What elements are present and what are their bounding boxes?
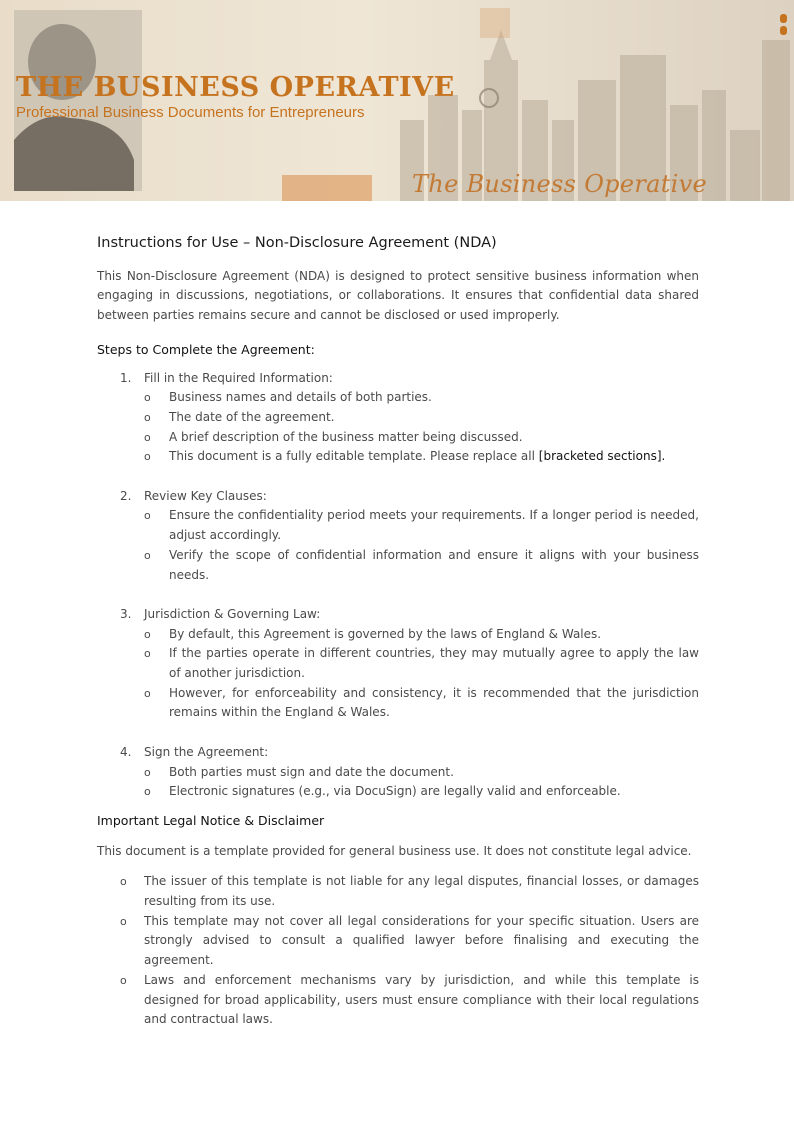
step-sublist (144, 763, 699, 802)
notice-intro: This document is a template provided for general business use. It does not constitute legal advice. (97, 843, 692, 858)
step-number: 2. (120, 488, 132, 503)
step-title: Sign the Agreement: (144, 744, 269, 759)
sub-item-text: By default, this Agreement is governed by the laws of England & Wales. (169, 626, 602, 641)
step-title: Review Key Clauses: (144, 488, 267, 503)
bullet-icon: o (144, 391, 151, 405)
step-item (97, 369, 699, 468)
steps-heading: Steps to Complete the Agreement: (97, 341, 315, 357)
sub-list-item (144, 782, 699, 802)
steps-list (97, 369, 699, 802)
bullet-icon: o (144, 686, 151, 700)
notice-item-text: This template may not cover all legal considerations for your specific situation. Users are strongly advised to consult a qualified lawyer before finalising and executing the agreement. (144, 913, 699, 968)
bracketed-sections-highlight: [bracketed sections]. (538, 449, 666, 464)
notice-item-text: The issuer of this template is not liable for any legal disputes, financial losses, or damages resulting from its use. (144, 874, 699, 909)
sub-item-text: This document is a fully editable template. Please replace all (169, 449, 539, 464)
bullet-icon: o (144, 548, 151, 562)
sub-list-item (144, 684, 699, 723)
step-number: 3. (120, 606, 132, 621)
bullet-icon: o (120, 875, 127, 889)
sub-list-item (144, 546, 699, 585)
step-sublist (144, 625, 699, 724)
notice-list (97, 872, 699, 1030)
bullet-icon: o (144, 410, 151, 424)
sub-item-text: The date of the agreement. (169, 409, 335, 424)
sub-list-item (144, 408, 699, 428)
step-title: Jurisdiction & Governing Law: (144, 606, 321, 621)
sub-item-text: A brief description of the business matter being discussed. (169, 429, 523, 444)
document-body (97, 234, 699, 1030)
header-banner (0, 0, 794, 201)
bullet-icon: o (144, 509, 151, 523)
step-sublist (144, 388, 699, 467)
step-number: 1. (120, 370, 132, 385)
brand-title: THE BUSINESS OPERATIVE (16, 72, 455, 103)
sub-item-text: Business names and details of both parties. (169, 390, 432, 405)
sub-item-text: If the parties operate in different countries, they may mutually agree to apply the law of another jurisdiction. (169, 646, 699, 681)
sub-list-item (144, 447, 699, 467)
sub-item-text: Ensure the confidentiality period meets your requirements. If a longer period is needed, adjust accordingly. (169, 508, 699, 543)
step-sublist (144, 506, 699, 585)
bullet-icon: o (144, 627, 151, 641)
step-number: 4. (120, 744, 132, 759)
step-title: Fill in the Required Information: (144, 370, 333, 385)
bullet-icon: o (144, 450, 151, 464)
sub-item-text: Verify the scope of confidential information and ensure it aligns with your business needs. (169, 547, 699, 582)
bullet-icon: o (120, 914, 127, 928)
bullet-icon: o (144, 430, 151, 444)
bullet-icon: o (144, 647, 151, 661)
sub-list-item (144, 763, 699, 783)
sub-item-text: However, for enforceability and consistency, it is recommended that the jurisdiction remains within the England & Wales. (169, 685, 699, 720)
sub-item-text: Electronic signatures (e.g., via DocuSign) are legally valid and enforceable. (169, 784, 621, 799)
brand-script-signature: The Business Operative (412, 170, 708, 198)
bullet-icon: o (120, 973, 127, 987)
sub-list-item (144, 506, 699, 545)
step-item (97, 487, 699, 586)
notice-item (97, 872, 699, 911)
step-item (97, 605, 699, 723)
bullet-icon: o (144, 765, 151, 779)
document-title: Instructions for Use – Non-Disclosure Agreement (NDA) (97, 235, 497, 251)
sub-item-text: Both parties must sign and date the document. (169, 764, 454, 779)
step-item (97, 743, 699, 802)
notice-item (97, 912, 699, 971)
bullet-icon: o (144, 785, 151, 799)
brand-subtitle: Professional Business Documents for Entrepreneurs (16, 104, 365, 121)
sub-list-item (144, 428, 699, 448)
notice-item-text: Laws and enforcement mechanisms vary by jurisdiction, and while this template is designed for broad applicability, users must ensure compliance with their local regulations and contractual laws. (144, 972, 699, 1027)
intro-paragraph: This Non-Disclosure Agreement (NDA) is designed to protect sensitive business information when engaging in discussions, negotiations, or collaborations. It ensures that confidential data shared between parties remains secure and cannot be disclosed or used improperly. (97, 268, 699, 323)
notice-heading: Important Legal Notice & Disclaimer (97, 812, 325, 828)
notice-item (97, 971, 699, 1030)
sub-list-item (144, 625, 699, 645)
sub-list-item (144, 388, 699, 408)
sub-list-item (144, 644, 699, 683)
